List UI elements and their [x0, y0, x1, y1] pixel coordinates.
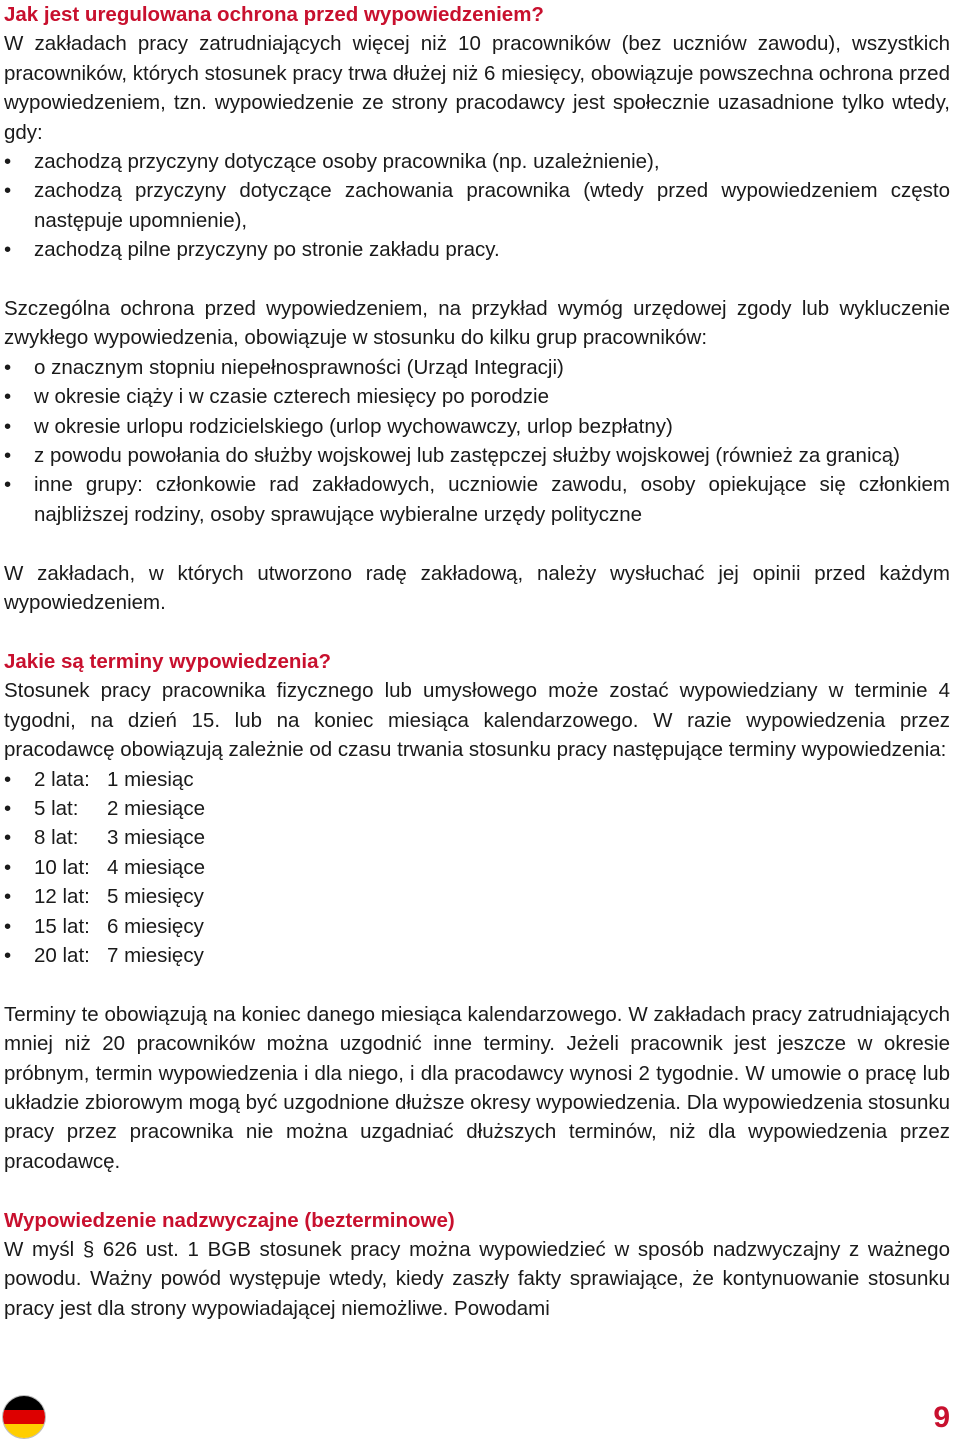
- list-item: • zachodzą przyczyny dotyczące osoby pracownika (np. uzależnienie),: [4, 147, 950, 176]
- germany-flag-icon: [3, 1396, 45, 1438]
- list-item: [4, 912, 950, 941]
- term-notice: 3 miesiące: [107, 826, 205, 850]
- list-item: • w okresie ciąży i w czasie czterech miesięcy po porodzie: [4, 382, 950, 411]
- notice-periods-list: [4, 765, 950, 971]
- list-item: • zachodzą przyczyny dotyczące zachowania pracownika (wtedy przed wypowiedzeniem często następuje upomnienie),: [4, 176, 950, 235]
- section-heading-extraordinary-termination: Wypowiedzenie nadzwyczajne (bezterminowe): [4, 1208, 455, 1232]
- protection-reasons-list: [4, 147, 950, 265]
- term-notice: 4 miesiące: [107, 855, 205, 879]
- special-protection-groups-list: [4, 353, 950, 529]
- extraordinary-termination-paragraph: W myśl § 626 ust. 1 BGB stosunek pracy można wypowiedzieć w sposób nadzwyczajny z ważnego powodu. Ważny powód występuje wtedy, kiedy zaszły fakty sprawiające, że kontynuowanie stosunku pracy jest dla strony wypowiadającej niemożliwe. Powodami: [4, 1237, 950, 1320]
- list-item: • inne grupy: członkowie rad zakładowych, uczniowie zawodu, osoby opiekujące się członkiem najbliższej rodziny, osoby sprawujące wybieralne urzędy polityczne: [4, 470, 950, 529]
- term-duration: 15 lat:: [34, 914, 90, 938]
- notice-periods-intro-paragraph: Stosunek pracy pracownika fizycznego lub umysłowego może zostać wypowiedziany w terminie 4 tygodni, na dzień 15. lub na koniec miesiąca kalendarzowego. W razie wypowiedzenia przez pracodawcę obowiązują zależnie od czasu trwania stosunku pracy następujące terminy wypowiedzenia:: [4, 679, 950, 762]
- term-notice: 5 miesięcy: [107, 885, 204, 909]
- section-heading-protection: Jak jest uregulowana ochrona przed wypowiedzeniem?: [4, 3, 544, 26]
- protection-intro-paragraph: W zakładach pracy zatrudniających więcej niż 10 pracowników (bez uczniów zawodu), wszystkich pracowników, których stosunek pracy trwa dłużej niż 6 miesięcy, obowiązuje powszechna ochrona przed wypowiedzeniem, tzn. wypowiedzenie ze strony pracodawcy jest społecznie uzasadnione tylko wtedy, gdy:: [4, 32, 950, 144]
- term-duration: 5 lat:: [34, 796, 79, 820]
- term-notice: 1 miesiąc: [107, 767, 194, 791]
- list-item: [4, 823, 950, 852]
- notice-periods-closing-paragraph: Terminy te obowiązują na koniec danego miesiąca kalendarzowego. W zakładach pracy zatrudniających mniej niż 20 pracowników można uzgodnić inne terminy. Jeżeli pracownik jest jeszcze w okresie próbnym, termin wypowiedzenia i dla niego, i dla pracodawcy wynosi 2 tygodnie. W umowie o pracę lub układzie zbiorowym mogą być uzgodnione dłuższe okresy wypowiedzenia. Dla wypowiedzenia stosunku pracy przez pracownika nie można uzgadniać dłuższych terminów, niż dla wypowiedzenia przez pracodawcę.: [4, 1002, 950, 1173]
- list-item: [4, 794, 950, 823]
- document-page: [4, 0, 950, 1323]
- list-item: [4, 882, 950, 911]
- term-duration: 2 lata:: [34, 767, 90, 791]
- flag-stripe-black: [3, 1396, 45, 1410]
- flag-stripe-red: [3, 1410, 45, 1424]
- list-item: [4, 765, 950, 794]
- term-duration: 8 lat:: [34, 826, 79, 850]
- list-item: • o znacznym stopniu niepełnosprawności (Urząd Integracji): [4, 353, 950, 382]
- list-item: • w okresie urlopu rodzicielskiego (urlop wychowawczy, urlop bezpłatny): [4, 412, 950, 441]
- term-notice: 2 miesiące: [107, 796, 205, 820]
- term-duration: 10 lat:: [34, 855, 90, 879]
- list-item: • zachodzą pilne przyczyny po stronie zakładu pracy.: [4, 235, 950, 264]
- list-item: [4, 853, 950, 882]
- term-notice: 7 miesięcy: [107, 943, 204, 967]
- page-number: 9: [933, 1401, 950, 1434]
- section-heading-notice-periods: Jakie są terminy wypowiedzenia?: [4, 649, 331, 673]
- special-protection-paragraph: Szczególna ochrona przed wypowiedzeniem, na przykład wymóg urzędowej zgody lub wykluczenie zwykłego wypowiedzenia, obowiązuje w stosunku do kilku grup pracowników:: [4, 297, 950, 350]
- list-item: [4, 941, 950, 970]
- list-item: • z powodu powołania do służby wojskowej lub zastępczej służby wojskowej (również za granicą): [4, 441, 950, 470]
- term-notice: 6 miesięcy: [107, 914, 204, 938]
- flag-stripe-gold: [3, 1424, 45, 1438]
- term-duration: 20 lat:: [34, 943, 90, 967]
- works-council-paragraph: W zakładach, w których utworzono radę zakładową, należy wysłuchać jej opinii przed każdym wypowiedzeniem.: [4, 561, 950, 615]
- term-duration: 12 lat:: [34, 885, 90, 909]
